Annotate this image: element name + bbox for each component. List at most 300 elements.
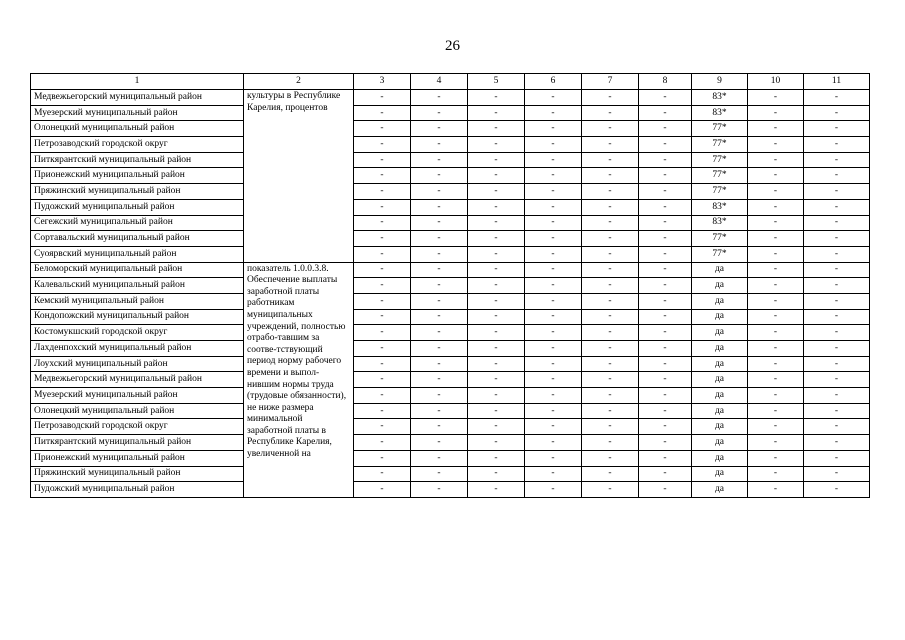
value-cell: - — [468, 262, 525, 278]
value-cell: - — [748, 482, 804, 498]
value-cell: - — [582, 419, 639, 435]
value-cell: - — [804, 419, 870, 435]
column-header: 11 — [804, 74, 870, 90]
value-cell: - — [804, 231, 870, 247]
table-row — [31, 121, 870, 137]
value-cell: - — [748, 168, 804, 184]
value-cell: - — [525, 262, 582, 278]
value-cell: - — [748, 372, 804, 388]
value-cell: - — [639, 372, 692, 388]
value-cell: да — [692, 372, 748, 388]
district-name: Медвежьегорский муниципальный район — [31, 372, 244, 388]
value-cell: - — [525, 309, 582, 325]
district-name: Пряжинский муниципальный район — [31, 184, 244, 200]
value-cell: - — [525, 325, 582, 341]
value-cell: да — [692, 278, 748, 294]
value-cell: - — [354, 90, 411, 106]
value-cell: - — [354, 184, 411, 200]
value-cell: - — [582, 246, 639, 262]
table-row — [31, 152, 870, 168]
value-cell: - — [411, 137, 468, 153]
table-row — [31, 246, 870, 262]
value-cell: - — [411, 168, 468, 184]
value-cell: - — [748, 152, 804, 168]
table-row — [31, 403, 870, 419]
value-cell: - — [748, 137, 804, 153]
value-cell: - — [639, 262, 692, 278]
value-cell: - — [354, 356, 411, 372]
value-cell: да — [692, 356, 748, 372]
value-cell: - — [748, 435, 804, 451]
value-cell: - — [582, 435, 639, 451]
value-cell: - — [582, 341, 639, 357]
table-row — [31, 372, 870, 388]
value-cell: 83* — [692, 90, 748, 106]
value-cell: - — [748, 121, 804, 137]
value-cell: - — [748, 293, 804, 309]
value-cell: - — [639, 419, 692, 435]
value-cell: - — [804, 199, 870, 215]
value-cell: - — [804, 293, 870, 309]
value-cell: да — [692, 419, 748, 435]
district-name: Пудожский муниципальный район — [31, 199, 244, 215]
value-cell: - — [354, 121, 411, 137]
value-cell: - — [525, 152, 582, 168]
value-cell: - — [582, 372, 639, 388]
value-cell: - — [639, 482, 692, 498]
value-cell: 77* — [692, 168, 748, 184]
value-cell: - — [468, 403, 525, 419]
district-name: Сегежский муниципальный район — [31, 215, 244, 231]
value-cell: - — [411, 450, 468, 466]
value-cell: - — [525, 356, 582, 372]
value-cell: - — [468, 137, 525, 153]
table-row — [31, 231, 870, 247]
district-name: Питкярантский муниципальный район — [31, 152, 244, 168]
table-row — [31, 466, 870, 482]
value-cell: - — [582, 450, 639, 466]
value-cell: - — [804, 309, 870, 325]
value-cell: - — [525, 293, 582, 309]
value-cell: да — [692, 388, 748, 404]
value-cell: - — [411, 341, 468, 357]
value-cell: да — [692, 293, 748, 309]
value-cell: - — [748, 356, 804, 372]
value-cell: - — [525, 450, 582, 466]
value-cell: - — [354, 199, 411, 215]
table-row — [31, 325, 870, 341]
value-cell: - — [525, 278, 582, 294]
column-header: 4 — [411, 74, 468, 90]
value-cell: - — [411, 262, 468, 278]
district-name: Прионежский муниципальный район — [31, 168, 244, 184]
district-name: Муезерский муниципальный район — [31, 388, 244, 404]
table-row — [31, 450, 870, 466]
value-cell: - — [468, 450, 525, 466]
value-cell: - — [639, 450, 692, 466]
value-cell: - — [411, 309, 468, 325]
value-cell: - — [468, 293, 525, 309]
column-header: 10 — [748, 74, 804, 90]
value-cell: - — [468, 168, 525, 184]
value-cell: да — [692, 435, 748, 451]
value-cell: - — [582, 262, 639, 278]
value-cell: - — [639, 403, 692, 419]
value-cell: - — [468, 309, 525, 325]
value-cell: - — [804, 137, 870, 153]
value-cell: - — [354, 246, 411, 262]
value-cell: - — [468, 105, 525, 121]
value-cell: - — [804, 90, 870, 106]
value-cell: - — [804, 341, 870, 357]
district-name: Петрозаводский городской округ — [31, 137, 244, 153]
column-header: 3 — [354, 74, 411, 90]
value-cell: - — [582, 482, 639, 498]
value-cell: - — [354, 231, 411, 247]
value-cell: - — [411, 231, 468, 247]
value-cell: - — [468, 372, 525, 388]
value-cell: - — [582, 388, 639, 404]
value-cell: - — [639, 121, 692, 137]
value-cell: - — [525, 199, 582, 215]
district-name: Костомукшский городской округ — [31, 325, 244, 341]
value-cell: - — [354, 309, 411, 325]
value-cell: - — [525, 184, 582, 200]
value-cell: - — [582, 325, 639, 341]
value-cell: - — [468, 341, 525, 357]
value-cell: - — [804, 388, 870, 404]
column-header: 2 — [244, 74, 354, 90]
value-cell: - — [748, 246, 804, 262]
value-cell: - — [804, 105, 870, 121]
value-cell: - — [748, 105, 804, 121]
value-cell: - — [582, 356, 639, 372]
district-name: Суоярвский муниципальный район — [31, 246, 244, 262]
value-cell: - — [354, 152, 411, 168]
district-name: Муезерский муниципальный район — [31, 105, 244, 121]
value-cell: - — [354, 105, 411, 121]
value-cell: - — [468, 325, 525, 341]
value-cell: да — [692, 341, 748, 357]
value-cell: - — [354, 435, 411, 451]
value-cell: - — [411, 121, 468, 137]
value-cell: - — [411, 325, 468, 341]
value-cell: - — [525, 215, 582, 231]
value-cell: - — [748, 184, 804, 200]
value-cell: - — [582, 293, 639, 309]
value-cell: - — [411, 482, 468, 498]
value-cell: - — [748, 388, 804, 404]
value-cell: - — [804, 403, 870, 419]
table-row — [31, 168, 870, 184]
column-header: 6 — [525, 74, 582, 90]
value-cell: - — [354, 419, 411, 435]
value-cell: - — [639, 341, 692, 357]
value-cell: - — [468, 215, 525, 231]
table-body — [31, 74, 870, 498]
value-cell: - — [748, 278, 804, 294]
value-cell: - — [468, 356, 525, 372]
value-cell: да — [692, 325, 748, 341]
table-row — [31, 341, 870, 357]
value-cell: - — [354, 341, 411, 357]
value-cell: - — [639, 184, 692, 200]
value-cell: - — [639, 231, 692, 247]
value-cell: - — [804, 246, 870, 262]
value-cell: - — [639, 325, 692, 341]
value-cell: - — [748, 403, 804, 419]
district-name: Олонецкий муниципальный район — [31, 121, 244, 137]
value-cell: - — [354, 215, 411, 231]
column-header: 5 — [468, 74, 525, 90]
value-cell: - — [748, 325, 804, 341]
value-cell: - — [525, 388, 582, 404]
value-cell: - — [354, 388, 411, 404]
column-header: 7 — [582, 74, 639, 90]
table-row — [31, 90, 870, 106]
district-name: Лахденпохский муниципальный район — [31, 341, 244, 357]
district-name: Кемский муниципальный район — [31, 293, 244, 309]
table-row — [31, 388, 870, 404]
value-cell: 77* — [692, 184, 748, 200]
value-cell: - — [411, 419, 468, 435]
value-cell: - — [525, 482, 582, 498]
value-cell: - — [468, 231, 525, 247]
value-cell: 77* — [692, 137, 748, 153]
page-number: 26 — [445, 38, 460, 54]
value-cell: - — [639, 215, 692, 231]
value-cell: - — [582, 231, 639, 247]
value-cell: - — [582, 152, 639, 168]
value-cell: - — [804, 168, 870, 184]
value-cell: - — [582, 215, 639, 231]
value-cell: - — [804, 372, 870, 388]
value-cell: - — [582, 168, 639, 184]
value-cell: - — [468, 121, 525, 137]
table-row — [31, 199, 870, 215]
district-name: Питкярантский муниципальный район — [31, 435, 244, 451]
value-cell: - — [804, 450, 870, 466]
table-row — [31, 105, 870, 121]
table-row — [31, 309, 870, 325]
value-cell: - — [354, 372, 411, 388]
value-cell: - — [525, 403, 582, 419]
district-name: Лоухский муниципальный район — [31, 356, 244, 372]
value-cell: - — [468, 152, 525, 168]
table-row — [31, 278, 870, 294]
value-cell: - — [411, 435, 468, 451]
value-cell: 77* — [692, 231, 748, 247]
value-cell: - — [582, 184, 639, 200]
value-cell: - — [804, 184, 870, 200]
district-name: Сортавальский муниципальный район — [31, 231, 244, 247]
value-cell: - — [411, 356, 468, 372]
value-cell: - — [525, 168, 582, 184]
value-cell: да — [692, 403, 748, 419]
table-row — [31, 435, 870, 451]
value-cell: - — [804, 215, 870, 231]
value-cell: - — [639, 246, 692, 262]
value-cell: - — [354, 450, 411, 466]
district-name: Кондопожский муниципальный район — [31, 309, 244, 325]
value-cell: - — [525, 466, 582, 482]
value-cell: - — [804, 356, 870, 372]
value-cell: да — [692, 262, 748, 278]
value-cell: да — [692, 309, 748, 325]
value-cell: - — [748, 199, 804, 215]
value-cell: - — [468, 199, 525, 215]
value-cell: - — [354, 262, 411, 278]
value-cell: - — [582, 137, 639, 153]
value-cell: - — [468, 184, 525, 200]
value-cell: - — [804, 325, 870, 341]
value-cell: - — [354, 325, 411, 341]
value-cell: - — [354, 482, 411, 498]
value-cell: - — [582, 466, 639, 482]
value-cell: да — [692, 450, 748, 466]
value-cell: - — [639, 466, 692, 482]
value-cell: - — [639, 435, 692, 451]
district-name: Калевальский муниципальный район — [31, 278, 244, 294]
table-row — [31, 356, 870, 372]
column-header: 8 — [639, 74, 692, 90]
value-cell: - — [639, 356, 692, 372]
indicator-table — [30, 73, 870, 498]
value-cell: 77* — [692, 121, 748, 137]
value-cell: - — [411, 199, 468, 215]
value-cell: - — [525, 341, 582, 357]
value-cell: - — [468, 388, 525, 404]
value-cell: - — [354, 168, 411, 184]
value-cell: - — [639, 105, 692, 121]
value-cell: - — [411, 466, 468, 482]
district-name: Петрозаводский городской округ — [31, 419, 244, 435]
value-cell: - — [639, 137, 692, 153]
value-cell: - — [582, 309, 639, 325]
indicator-description: показатель 1.0.0.3.8. Обеспечение выплаты заработной платы работникам муниципальных учреждений, полностью отрабо-тавшим за соотве-тствующий период норму рабочего времени и выпол-нившим нормы труда (трудовые обязанности), не ниже размера минимальной заработной платы в Республике Карелия, увеличенной на — [244, 262, 354, 497]
value-cell: - — [748, 262, 804, 278]
value-cell: - — [411, 105, 468, 121]
table-row — [31, 419, 870, 435]
district-name: Пудожский муниципальный район — [31, 482, 244, 498]
value-cell: - — [748, 341, 804, 357]
value-cell: - — [582, 105, 639, 121]
value-cell: да — [692, 466, 748, 482]
value-cell: - — [411, 246, 468, 262]
value-cell: - — [411, 152, 468, 168]
value-cell: - — [468, 278, 525, 294]
value-cell: - — [525, 435, 582, 451]
value-cell: - — [411, 293, 468, 309]
value-cell: 77* — [692, 246, 748, 262]
value-cell: - — [639, 293, 692, 309]
value-cell: - — [411, 388, 468, 404]
value-cell: - — [411, 90, 468, 106]
value-cell: - — [354, 466, 411, 482]
value-cell: - — [639, 152, 692, 168]
value-cell: - — [804, 278, 870, 294]
value-cell: - — [639, 90, 692, 106]
value-cell: - — [468, 435, 525, 451]
value-cell: - — [468, 419, 525, 435]
value-cell: - — [748, 215, 804, 231]
value-cell: - — [354, 137, 411, 153]
value-cell: - — [525, 90, 582, 106]
value-cell: 83* — [692, 105, 748, 121]
value-cell: - — [639, 388, 692, 404]
value-cell: - — [411, 278, 468, 294]
value-cell: 77* — [692, 152, 748, 168]
value-cell: - — [748, 466, 804, 482]
value-cell: - — [411, 372, 468, 388]
value-cell: - — [468, 466, 525, 482]
value-cell: - — [804, 435, 870, 451]
value-cell: - — [582, 278, 639, 294]
district-name: Олонецкий муниципальный район — [31, 403, 244, 419]
value-cell: - — [411, 403, 468, 419]
value-cell: - — [411, 184, 468, 200]
value-cell: - — [525, 246, 582, 262]
value-cell: - — [411, 215, 468, 231]
table-header-row — [31, 74, 870, 90]
column-header: 9 — [692, 74, 748, 90]
indicator-description: культуры в Республике Карелия, процентов — [244, 90, 354, 263]
table-row — [31, 482, 870, 498]
value-cell: - — [354, 278, 411, 294]
value-cell: - — [525, 137, 582, 153]
table-row — [31, 215, 870, 231]
value-cell: да — [692, 482, 748, 498]
value-cell: - — [525, 121, 582, 137]
value-cell: - — [804, 121, 870, 137]
value-cell: - — [525, 231, 582, 247]
value-cell: - — [804, 466, 870, 482]
value-cell: - — [804, 482, 870, 498]
value-cell: - — [639, 168, 692, 184]
value-cell: - — [804, 152, 870, 168]
value-cell: - — [582, 90, 639, 106]
district-name: Прионежский муниципальный район — [31, 450, 244, 466]
value-cell: - — [354, 403, 411, 419]
value-cell: - — [354, 293, 411, 309]
value-cell: - — [748, 90, 804, 106]
value-cell: - — [468, 90, 525, 106]
column-header: 1 — [31, 74, 244, 90]
district-name: Медвежьегорский муниципальный район — [31, 90, 244, 106]
table-row — [31, 137, 870, 153]
value-cell: - — [525, 372, 582, 388]
value-cell: - — [748, 419, 804, 435]
value-cell: 83* — [692, 199, 748, 215]
value-cell: - — [525, 105, 582, 121]
value-cell: - — [804, 262, 870, 278]
value-cell: - — [468, 246, 525, 262]
value-cell: - — [748, 450, 804, 466]
value-cell: 83* — [692, 215, 748, 231]
value-cell: - — [639, 199, 692, 215]
value-cell: - — [639, 278, 692, 294]
value-cell: - — [748, 231, 804, 247]
value-cell: - — [748, 309, 804, 325]
table-row — [31, 293, 870, 309]
district-name: Пряжинский муниципальный район — [31, 466, 244, 482]
value-cell: - — [525, 419, 582, 435]
district-name: Беломорский муниципальный район — [31, 262, 244, 278]
value-cell: - — [468, 482, 525, 498]
value-cell: - — [582, 121, 639, 137]
value-cell: - — [582, 199, 639, 215]
value-cell: - — [639, 309, 692, 325]
